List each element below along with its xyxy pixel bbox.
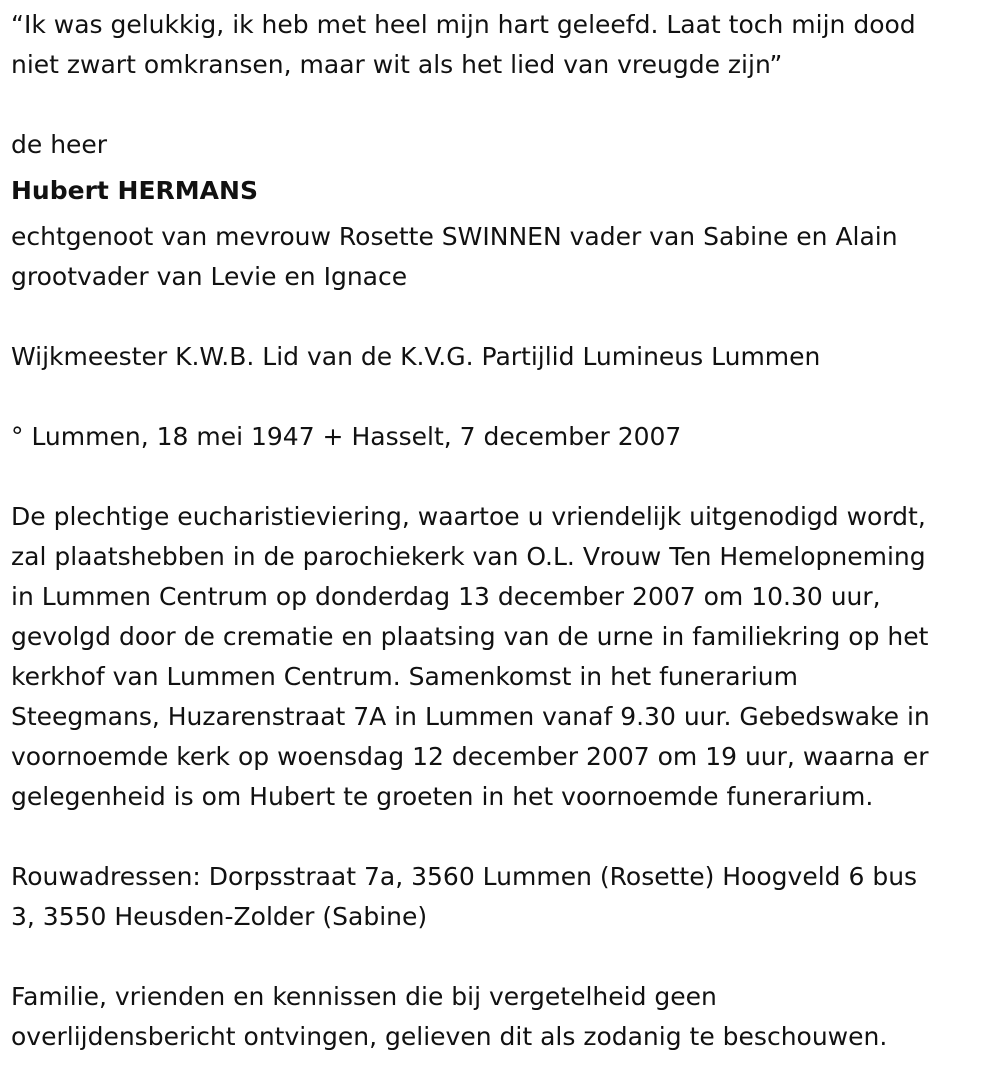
honorific-title: de heer	[11, 130, 108, 159]
ceremony-line: gevolgd door de crematie en plaatsing van de urne in familiekring op het	[11, 622, 929, 651]
ceremony-line: kerkhof van Lummen Centrum. Samenkomst in het funerarium	[11, 662, 798, 691]
obituary-content	[11, 5, 996, 1057]
ceremony-line: in Lummen Centrum op donderdag 13 december 2007 om 10.30 uur,	[11, 582, 881, 611]
spacer	[11, 377, 996, 417]
ceremony-line: De plechtige eucharistieviering, waartoe u vriendelijk uitgenodigd wordt,	[11, 502, 926, 531]
spacer	[11, 937, 996, 977]
relations-block	[11, 217, 996, 297]
ceremony-block	[11, 497, 996, 817]
roles-line: Wijkmeester K.W.B. Lid van de K.V.G. Partijlid Lumineus Lummen	[11, 342, 821, 371]
spacer	[11, 297, 996, 337]
addresses-block	[11, 857, 996, 937]
address-line: Rouwadressen: Dorpsstraat 7a, 3560 Lummen (Rosette) Hoogveld 6 bus	[11, 862, 918, 891]
deceased-name: Hubert HERMANS	[11, 176, 258, 205]
notice-block	[11, 977, 996, 1057]
quote-block	[11, 5, 996, 85]
address-line: 3, 3550 Heusden-Zolder (Sabine)	[11, 902, 428, 931]
ceremony-line: Steegmans, Huzarenstraat 7A in Lummen vanaf 9.30 uur. Gebedswake in	[11, 702, 930, 731]
notice-line: overlijdensbericht ontvingen, gelieven dit als zodanig te beschouwen.	[11, 1022, 888, 1051]
ceremony-line: gelegenheid is om Hubert te groeten in het voornoemde funerarium.	[11, 782, 874, 811]
relations-line: echtgenoot van mevrouw Rosette SWINNEN vader van Sabine en Alain	[11, 222, 898, 251]
relations-line: grootvader van Levie en Ignace	[11, 262, 408, 291]
spacer	[11, 457, 996, 497]
quote-line: niet zwart omkransen, maar wit als het lied van vreugde zijn”	[11, 50, 783, 79]
spacer	[11, 85, 996, 125]
notice-line: Familie, vrienden en kennissen die bij vergetelheid geen	[11, 982, 717, 1011]
ceremony-line: voornoemde kerk op woensdag 12 december 2007 om 19 uur, waarna er	[11, 742, 929, 771]
birth-death-dates: ° Lummen, 18 mei 1947 + Hasselt, 7 december 2007	[11, 422, 682, 451]
ceremony-line: zal plaatshebben in de parochiekerk van O.L. Vrouw Ten Hemelopneming	[11, 542, 926, 571]
quote-line: “Ik was gelukkig, ik heb met heel mijn hart geleefd. Laat toch mijn dood	[11, 10, 916, 39]
spacer	[11, 817, 996, 857]
